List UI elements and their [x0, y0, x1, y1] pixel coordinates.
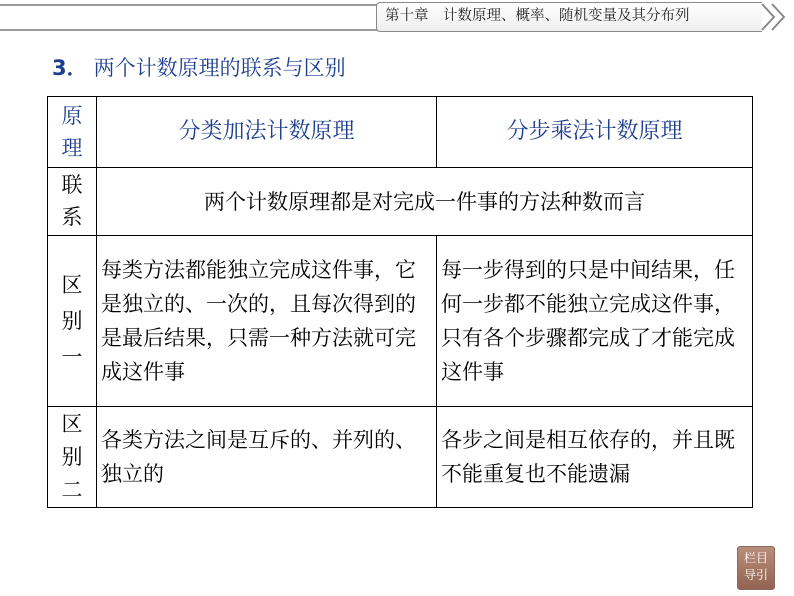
comparison-table: [47, 96, 753, 508]
column-header-addition: 分类加法计数原理: [97, 97, 437, 168]
table-row: [48, 407, 753, 508]
section-title: 两个计数原理的联系与区别: [93, 56, 346, 80]
section-number: 3．: [52, 56, 88, 80]
merged-cell: 两个计数原理都是对完成一件事的方法种数而言: [97, 168, 753, 236]
section-heading: [52, 52, 346, 82]
nav-guide-button[interactable]: [737, 546, 775, 590]
nav-guide-label: 栏目导引: [743, 551, 768, 582]
row-label-cell: [48, 236, 97, 407]
table-cell: 各类方法之间是互斥的、并列的、独立的: [97, 407, 437, 508]
table-cell: 每一步得到的只是中间结果，任何一步都不能独立完成这件事，只有各个步骤都完成了才能完成这件事: [437, 236, 753, 407]
chevron-right-icon[interactable]: [760, 2, 794, 32]
table-cell: 各步之间是相互依存的，并且既不能重复也不能遗漏: [437, 407, 753, 508]
table-header-row: [48, 97, 753, 168]
column-header-multiplication: 分步乘法计数原理: [437, 97, 753, 168]
row-label-cell: [48, 168, 97, 236]
corner-cell: [48, 97, 97, 168]
corner-label: 原理: [61, 103, 83, 160]
chapter-title: 第十章 计数原理、概率、随机变量及其分布列: [376, 2, 762, 32]
table-cell: 每类方法都能独立完成这件事，它是独立的、一次的，且每次得到的是最后结果，只需一种方法就可完成这件事: [97, 236, 437, 407]
row-label: 区别二: [61, 411, 83, 502]
table-row: [48, 236, 753, 407]
row-label: 区别一: [61, 273, 83, 369]
table-row: [48, 168, 753, 236]
row-label-cell: [48, 407, 97, 508]
top-banner: [0, 0, 794, 36]
row-label: 联系: [61, 173, 83, 229]
